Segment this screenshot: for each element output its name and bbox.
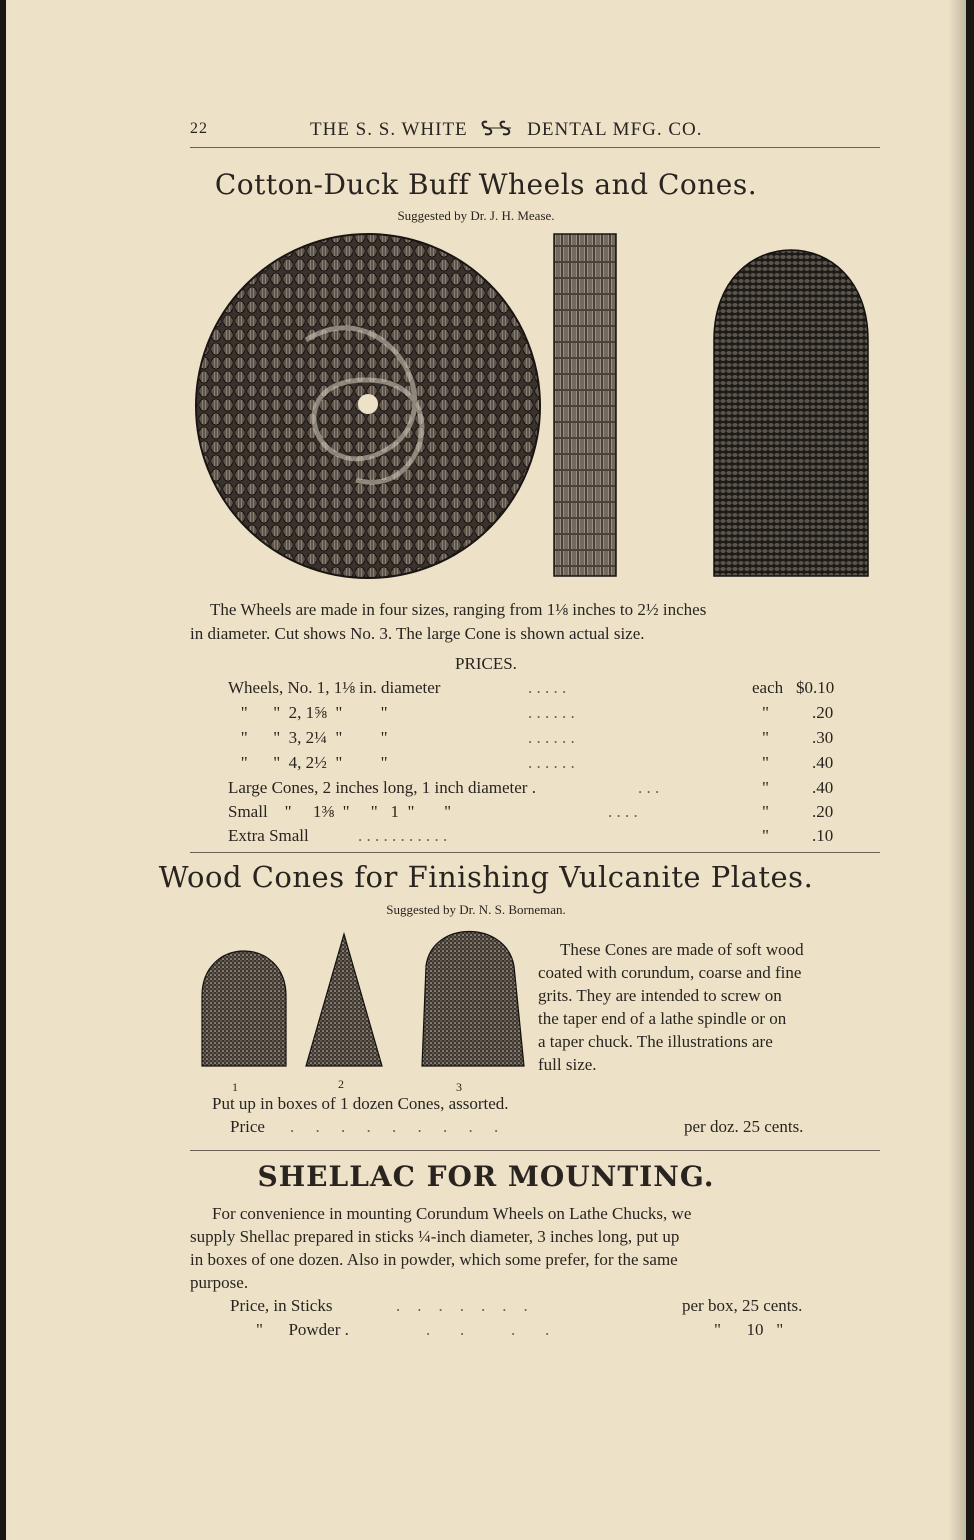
cone-3-image [422,932,524,1067]
leader-dots: . . . . [608,802,638,821]
leader-dots: . . . . . . [528,728,575,747]
buff-suggested: Suggested by Dr. J. H. Mease. [397,208,555,223]
leader-dots: . . . . . . [528,703,575,722]
leader-dots: . . . . . [528,678,567,697]
wood-text-line: coated with corundum, coarse and fine [538,963,802,982]
company-monogram-icon [479,118,515,138]
buff-wheel-edge-image [554,234,616,576]
cone-label: 2 [338,1077,344,1091]
shellac-title: SHELLAC FOR MOUNTING. [257,1160,715,1193]
page-number: 22 [190,120,208,137]
wood-suggested: Suggested by Dr. N. S. Borneman. [386,902,566,917]
leader-dots: . . . . . . [528,753,575,772]
shellac-price2-label: " Powder . [256,1320,349,1339]
cone-2-image [306,934,382,1066]
section-rule [190,852,880,853]
buff-cone-image [714,250,868,576]
price-value: .20 [812,703,834,722]
price-row-label: Extra Small [228,826,309,845]
leader-dots: . . . . . . . . . . . [358,826,448,845]
shellac-text-line: For convenience in mounting Corundum Wheels on Lathe Chucks, we [212,1204,692,1223]
shellac-text-line: purpose. [190,1273,249,1292]
cone-label: 3 [456,1080,462,1094]
price-unit: " [762,703,769,722]
section-rule [190,1150,880,1151]
buff-price-table [228,678,848,845]
wood-description [538,938,882,1076]
price-row-label: Wheels, No. 1, 1⅛ in. diameter [228,678,441,697]
wood-price-label: Price [230,1117,265,1136]
price-row [228,678,440,698]
buff-desc-line2: in diameter. Cut shows No. 3. The large Cone is shown actual size. [190,624,645,643]
wood-text-line: full size. [538,1055,597,1074]
shellac-price1-label: Price, in Sticks [230,1296,333,1315]
cone-label: 1 [232,1080,238,1094]
shellac-text-line: in boxes of one dozen. Also in powder, which some prefer, for the same [190,1250,678,1269]
price-value: .30 [812,728,834,747]
leader-dots: . . . . . . . [396,1296,528,1315]
price-row [228,826,309,846]
shellac-description [190,1202,884,1294]
price-row [228,703,388,723]
price-unit: " [762,728,769,747]
running-title-start: THE S. S. WHITE [310,119,468,140]
price-unit: " [762,802,769,821]
leader-dots: . . . . . . . . . [290,1117,499,1136]
price-unit: " [762,753,769,772]
price-row [228,802,451,822]
price-value: .40 [812,778,834,797]
price-value: .40 [812,753,834,772]
wood-title: Wood Cones for Finishing Vulcanite Plates. [158,860,814,894]
shellac-text-line: supply Shellac prepared in sticks ¼-inch diameter, 3 inches long, put up [190,1227,680,1246]
price-row-label: Large Cones, 2 inches long, 1 inch diameter . [228,778,536,797]
price-unit: each [752,678,784,697]
price-row [228,778,536,798]
price-row-label: " " 3, 2¼ " " [228,728,388,747]
shellac-price2-value: " 10 " [714,1320,784,1339]
leader-dots: . . . . [426,1320,550,1339]
leader-dots: . . . [638,778,660,797]
buff-title: Cotton-Duck Buff Wheels and Cones. [214,168,758,201]
price-value: .10 [812,826,834,845]
price-unit: " [762,778,769,797]
buff-illustrations [186,230,886,590]
price-row-label: " " 4, 2½ " " [228,753,388,772]
price-row-label: Small " 1⅜ " " 1 " " [228,802,452,821]
wood-cones-illustration [194,926,534,1072]
price-value: .20 [812,802,834,821]
buff-wheel-face-image [196,234,540,578]
wood-price-value: per doz. 25 cents. [684,1117,804,1136]
price-row-label: " " 2, 1⅝ " " [228,703,388,722]
wood-text-line: grits. They are intended to screw on [538,986,782,1005]
catalog-page [6,0,966,1540]
running-title [310,118,703,141]
running-title-end: DENTAL MFG. CO. [527,119,703,140]
price-unit: " [762,826,769,845]
header-rule [190,147,880,148]
prices-heading: PRICES. [455,654,517,673]
price-row [228,728,388,748]
wood-text-line: a taper chuck. The illustrations are [538,1032,773,1051]
wood-putup: Put up in boxes of 1 dozen Cones, assorted. [212,1094,509,1113]
wood-text-line: These Cones are made of soft wood [560,940,804,959]
shellac-price1-value: per box, 25 cents. [682,1296,803,1315]
cone-1-image [202,951,286,1066]
buff-desc-line1: The Wheels are made in four sizes, ranging from 1⅛ inches to 2½ inches [210,600,707,619]
price-value: $0.10 [796,678,835,697]
price-row [228,753,388,773]
wood-text-line: the taper end of a lathe spindle or on [538,1009,787,1028]
